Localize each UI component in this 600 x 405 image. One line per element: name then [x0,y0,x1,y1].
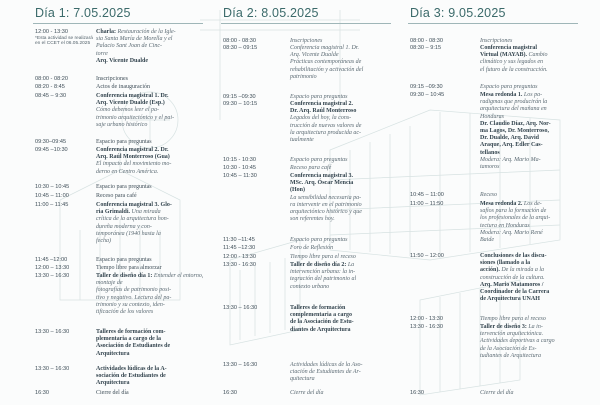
entry-time: 09:45 –10:30 [35,147,68,153]
entry-time: 09:30 – 10:15 [223,101,258,107]
entry-text: tervención arquitectónica. [480,331,544,338]
entry-time: 16:30 [410,390,424,396]
entry-time: 10:45 – 11:30 [223,173,257,179]
entry-text: derno en Centro América. [96,168,159,175]
entry-text: diantes de Arquitectura [290,326,351,333]
entry-time: 10:15 - 10:30 [223,157,256,163]
entry-text: Legados del hoy, la cons- [290,115,352,122]
entry-text: Espacio para preguntas [290,157,348,163]
entry-time: 13:30 - 16:30 [410,324,443,330]
entry-text: Taller de diseño día 2: [290,262,348,268]
entry-text: Conferencia magistral [480,45,538,51]
entry-text: siones (llamado a la [480,260,531,267]
entry-description [290,245,400,252]
entry-time: 08:00 - 08:30 [410,38,443,44]
entry-text: Cierre del día [290,390,324,396]
entry-text: plementaria a cargo de la [96,336,161,343]
entry-time: 16:30 [223,390,237,396]
entry-text: Asociación de Estudiantes de [96,343,171,350]
entry-time: 13:30 – 16:30 [35,273,70,279]
entry-description [290,45,400,81]
entry-description [290,165,400,172]
entry-text: Espacio para preguntas [290,94,348,100]
entry-text: sia Santa María de Morella y el [96,36,173,43]
entry-text: Tiempo libre para el receso [290,254,356,260]
entry-description [480,45,592,74]
entry-text: trimonio y su contexto, iden- [96,301,165,308]
entry-text: Arq. Vicente Dualde [96,57,149,64]
entry-text: ciación de Estudiantes de Ar- [290,369,361,376]
entry-time: 08:20 - 8:45 [35,84,65,90]
entry-text: Talleres de formación com- [96,329,166,335]
entry-description [480,324,592,360]
entry-time: 13:30 – 16:30 [223,305,258,311]
entry-text: Tiempo libre para almorzar [96,265,162,271]
entry-text: Receso para café [290,165,332,171]
entry-text: Receso para café [96,193,137,199]
entry-time: 09:30 – 10:45 [410,92,445,98]
entry-text: ria Grimaldi. [96,209,132,216]
entry-text: de la Asociación de Es- [480,345,537,352]
entry-description [96,366,208,388]
entry-text: Espacio para preguntas [290,237,348,243]
entry-text: La [347,262,355,268]
entry-text: Receso [480,192,497,198]
entry-text: Dr. Dualde, Arq. David [480,135,540,142]
entry-text: El impacto del movimiento mo- [96,161,172,168]
entry-text: rehabilitación y activación del [290,66,364,73]
entry-time: 13:30 – 16:30 [223,362,258,368]
entry-text: Mesa redonda 1. [480,92,524,98]
entry-time: 11:00 – 11:50 [410,201,444,207]
entry-text: crítica de la arquitectura hon- [96,216,169,223]
entry-text: Cambio [528,52,548,59]
entry-text: Dr. Claudio Díaz, Arq. Nor- [480,120,551,127]
entry-time: 09:15 –09:30 [410,84,443,90]
entry-text: ma Lagos, Dr. Monterroso, [480,128,549,135]
entry-text: arquitectura del mañana en [480,106,547,113]
entry-description [290,305,400,334]
entry-text: safíos para la formación de [480,208,547,215]
entry-description [480,253,592,303]
entry-text: tificación de los valores [96,309,154,316]
entry-text: sociación de Estudiantes de [96,373,166,380]
entry-text: Conclusiones de las discu- [480,253,547,259]
entry-time: 10:30 - 10:45 [223,165,256,171]
entry-text: ra intervenir en el patrimonio [290,201,362,208]
entry-text: complementaria a cargo [290,312,352,319]
entry-description [480,92,592,171]
entry-text: tamoros [480,164,500,171]
entry-text: torre [96,50,108,57]
entry-text: Espacio para preguntas [96,139,152,145]
entry-text: Los pa- [523,92,543,98]
entry-text: Taller de diseño día 1: [96,273,154,279]
entry-text: saje urbano histórico [96,121,148,128]
entry-text: Cómo debemos leer el pa- [96,107,159,114]
entry-text: tudiantes de Arquitectura [480,352,541,359]
day-2-divider [221,23,391,24]
entry-description [96,329,208,358]
entry-text: Prácticas contemporáneas de [290,59,362,66]
entry-time: 08:30 – 09:15 [223,45,258,51]
entry-description [96,184,208,191]
entry-time: 13:30 - 16:30 [223,262,256,268]
entry-text: Una mirada [131,209,161,216]
entry-text: temporánea (1940 hasta la [96,230,161,237]
day-1-divider [33,23,203,24]
entry-description [96,202,208,245]
entry-note: *Esta actividad se realizará en el CCET el 06.05.2025 [35,36,93,47]
entry-text: fecha) [96,238,111,245]
entry-text: Inscripciones [290,38,323,44]
entry-text: tualmente [290,137,314,144]
entry-text: Arq. Vicente Dualde [290,52,339,59]
entry-text: Modera: Arq. Mario René [480,229,543,236]
entry-time: 08:00 - 08:30 [223,38,256,44]
entry-text: Actividades lúdicas de la A- [96,366,167,372]
day-3-divider [408,23,578,24]
entry-description [96,76,208,83]
entry-text: De la mirada a la [501,267,544,274]
entry-text: Conferencia magistral 1. Dr. [290,45,359,51]
entry-text: Conferencia magistral 3. [290,173,354,179]
entry-text: (Hon) [290,187,305,194]
entry-time: 12:00 - 13:30 [35,29,68,35]
entry-text: dureña moderna y con- [96,223,152,230]
entry-text: tegración del patrimonio al [290,276,357,283]
entry-description [290,173,400,223]
entry-text: Arq. Mario Matamoros / [480,281,544,288]
entry-text: Araque, Arq. Edler Cas- [480,142,543,149]
entry-text: MSc. Arq. Óscar Mencía [290,180,354,187]
entry-text: Baide [480,237,494,244]
entry-text: Modera: Arq. Mario Ma- [480,156,541,163]
entry-text: Actividades deportivas a cargo [480,338,555,345]
entry-text: construcción de la cultura. [480,274,545,281]
entry-text: Virtual (MAYAB). [480,52,529,59]
entry-text: fotografías de patrimonio posi- [96,287,172,294]
entry-text: quitectura [290,376,315,383]
entry-time: 11:00 – 11:45 [35,202,69,208]
entry-time: 11:50 – 12:00 [410,253,444,259]
entry-text: Arquitectura [96,380,130,387]
entry-text: Inscripciones [480,38,513,44]
entry-text: tellanos [480,149,500,156]
entry-text: Coordinador de la Carrera [480,289,550,296]
entry-text: Charla: [96,29,118,35]
entry-text: climático y sus legados en [480,59,543,66]
entry-time: 11:30 –11:45 [223,237,255,243]
entry-text: son referentes hoy. [290,216,335,223]
entry-text: Palacio Sant Joan de Cinc- [96,43,162,50]
entry-description [290,157,400,164]
entry-time: 16:30 [35,390,49,396]
entry-text: Conferencia magistral 1. Dr. [96,93,169,99]
entry-text: trimonio arquitectónico y el pai- [96,114,175,121]
entry-time: 13:30 – 16:30 [35,329,70,335]
entry-text: Cierre del día [480,390,514,396]
entry-description [290,390,400,397]
entry-text: Los de- [523,201,542,207]
entry-text: de Arquitectura UNAH [480,296,540,303]
entry-description [290,262,400,291]
entry-description [480,192,592,199]
entry-text: Espacio para preguntas [96,257,152,263]
entry-text: Mesa redonda 2. [480,201,524,207]
entry-description [480,316,592,323]
entry-text: Arquitectura [96,350,130,357]
entry-description [96,29,208,65]
entry-text: Conferencia magistral 2. Dr. [96,147,169,153]
entry-text: Conferencia magistral 2. [290,101,354,107]
entry-text: Foro de Reflexión [290,245,334,251]
entry-text: La sensibilidad necesaria pa- [290,194,362,201]
entry-description [290,254,400,261]
entry-time: 08:00 - 08:20 [35,76,68,82]
entry-text: Inscripciones [96,76,128,82]
entry-time: 10:30 – 10:45 [35,184,70,190]
entry-description [96,390,208,397]
entry-text: Dr. Arq. Raúl Monterroso [290,108,357,115]
entry-text: Cierre del día [96,390,129,396]
entry-text: Espacio para preguntas [480,84,538,90]
entry-description [480,84,592,91]
entry-description [96,93,208,129]
entry-time: 08:30 – 9:15 [410,45,442,51]
entry-text: Arq. Vicente Dualde (Esp.) [96,100,165,107]
entry-text: patrimonio [290,73,317,80]
entry-text: acción). [480,267,502,274]
entry-text: Conferencia magistral 3. Glo- [96,202,172,208]
entry-text: arquitectónico histórico y que [290,209,362,216]
day-3-title: Día 3: 9.05.2025 [410,6,506,20]
entry-text: Tiempo libre para el receso [480,316,546,322]
entry-time: 11:45 –12:30 [223,245,256,251]
entry-text: contexto urbano [290,283,330,290]
entry-description [96,257,208,264]
entry-description [96,147,208,176]
entry-text: Arq. Raúl Monterroso (Gua) [96,154,170,161]
entry-time: 10:45 – 11:00 [410,192,444,198]
entry-description [96,273,208,316]
entry-time: 12:00 – 13:30 [35,265,70,271]
entry-text: Actos de inauguración [96,84,150,90]
entry-text: Actividades lúdicas de la Aso- [290,362,363,368]
entry-text: tivo y negativo. Lectura del pa- [96,294,172,301]
entry-description [480,390,592,397]
entry-text: trucción de nuevas valores de [290,122,362,129]
entry-text: los profesionales de la arqui- [480,215,551,222]
entry-text: Espacio para preguntas [96,184,152,190]
entry-description [290,362,400,384]
entry-description [480,201,592,244]
entry-text: Restauración de la Igle- [117,29,176,35]
entry-time: 08:45 – 9:30 [35,93,67,99]
entry-text: radigmas que producirán la [480,99,548,106]
day-2-title: Día 2: 8.05.2025 [223,6,319,20]
entry-time: 09:15 –09:30 [223,94,256,100]
entry-text: Taller de diseño 3: [480,324,529,330]
entry-description [96,193,208,200]
entry-text: Honduras [480,113,505,120]
entry-text: La in- [528,324,543,330]
entry-time: 09:30–09:45 [35,139,67,145]
entry-text: el futuro de la construcción. [480,66,548,73]
day-1-title: Día 1: 7.05.2025 [35,6,131,20]
entry-time: 10:45 – 11:00 [35,193,69,199]
entry-description [290,101,400,144]
entry-description [290,237,400,244]
entry-time: 13:30 – 16:30 [35,366,70,372]
entry-text: Entender el entorno, montaje de [96,273,204,287]
entry-text: de la Asociación de Estu- [290,319,354,326]
entry-description [96,265,208,272]
entry-time: 11:45 –12:00 [35,257,68,263]
entry-time: 12:00 - 13:30 [223,254,256,260]
entry-time: 12:00 - 13:30 [410,316,443,322]
entry-text: Talleres de formación [290,305,346,311]
entry-text: la arquitectura producida ac- [290,129,362,136]
entry-description [96,84,208,91]
entry-description [96,139,208,146]
entry-text: tectura en Honduras [480,222,530,229]
entry-text: intervención urbana: la in- [290,269,356,276]
